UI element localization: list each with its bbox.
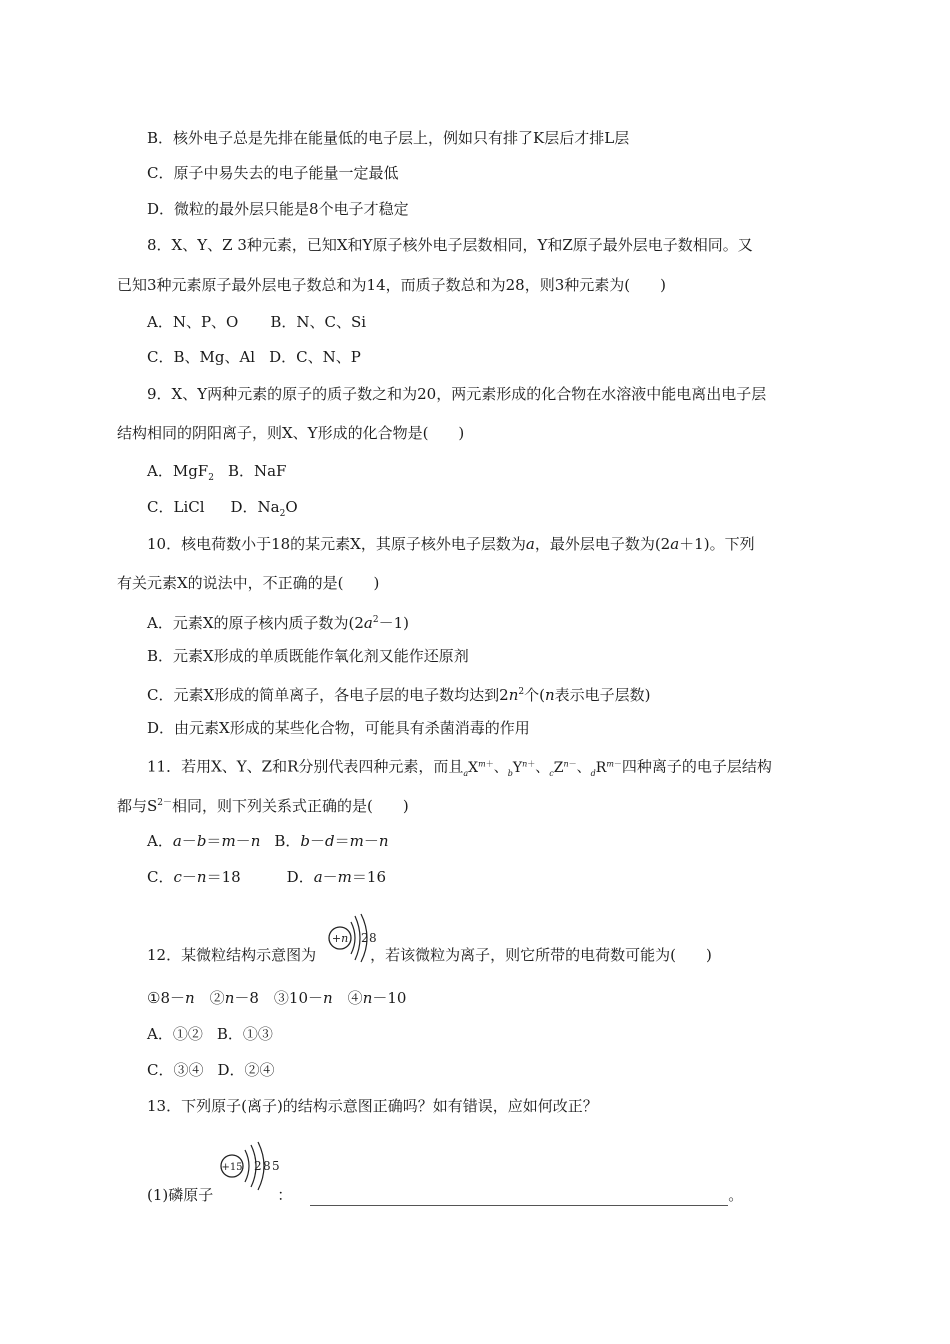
q12-options-ab [147, 1023, 273, 1045]
q8-option-b: B．N、C、Si [270, 313, 367, 331]
q10-option-b: B．元素X形成的单质既能作氧化剂又能作还原剂 [147, 647, 469, 665]
q9-options-cd [147, 496, 298, 525]
q12-option-c: C．③④ [147, 1061, 204, 1079]
q11-stem-line2: 都与$S^{2-}$相同，则下列关系式正确的是( ) [117, 797, 409, 815]
q7-option-d: D．微粒的最外层只能是8个电子才稳定 [147, 200, 409, 218]
q8-option-c: C．B、Mg、Al [147, 348, 256, 366]
q11-option-c: C．c－n＝18 [147, 868, 241, 886]
q12-option-d: D．②④ [217, 1061, 275, 1079]
q10-stem-line2: 有关元素X的说法中，不正确的是( ) [117, 574, 380, 592]
q12-option-b: B．①③ [216, 1025, 273, 1043]
q11-option-a: A．a－b＝m－n [147, 832, 261, 850]
q12-choices: ①8－n ②n－8 ③10－n ④n－10 [147, 989, 407, 1007]
q10-stem-line1: 10．核电荷数小于18的某元素X，其原子核外电子层数为a，最外层电子数为(2a＋1)。下列 [147, 535, 755, 553]
nucleus-label: +n [331, 932, 349, 945]
q9-option-c: C．LiCl [147, 498, 205, 516]
answer-blank[interactable] [310, 1191, 728, 1206]
q11-options-cd [147, 866, 386, 888]
q9-stem-line1: 9．X、Y两种元素的原子的质子数之和为20，两元素形成的化合物在水溶液中能电离出电子层 [147, 385, 767, 403]
shell-1-count: 2 [361, 931, 369, 945]
q10-option-c: C．元素X形成的简单离子，各电子层的电子数均达到$2n^2$个(n表示电子层数) [147, 686, 651, 704]
q11-option-b: B．b－d＝m－n [274, 832, 389, 850]
q11-stem-line1: 11．若用X、Y、Z和R分别代表四种元素，而且$_aX^{m+}$、$_bY^{n+}$、$_cZ^{n-}$、$_dR^{m-}$四种离子的电子层结构 [147, 757, 772, 778]
q8-stem-line2: 已知3种元素原子最外层电子数总和为14，而质子数总和为28，则3种元素为( ) [117, 276, 666, 294]
q9-stem-line2: 结构相同的阴阳离子，则X、Y形成的化合物是( ) [117, 424, 465, 442]
q12-stem: 12．某微粒结构示意图为 ，若该微粒为离子，则它所带的电荷数可能为( ) [147, 946, 712, 964]
q9-option-a: A．MgF$_2$ [147, 462, 214, 483]
shell-3-count: 5 [272, 1159, 280, 1173]
q13-item1-label: (1)磷原子 [147, 1186, 214, 1204]
q10-option-a: A．元素X的原子核内质子数为$(2a^2-1)$ [147, 614, 410, 632]
q8-options-ab [147, 311, 366, 333]
q9-options-ab [147, 460, 286, 489]
q11-options-ab [147, 830, 389, 852]
q7-option-c: C．原子中易失去的电子能量一定最低 [147, 164, 399, 182]
q12-atom-diagram-icon [327, 912, 387, 964]
shell-2-count: 8 [369, 931, 377, 945]
nucleus-label: +15 [221, 1162, 243, 1173]
shell-1-count: 2 [254, 1159, 262, 1173]
q7-option-b: B．核外电子总是先排在能量低的电子层上，例如只有排了K层后才排L层 [147, 129, 630, 147]
q13-stem: 13．下列原子(离子)的结构示意图正确吗？如有错误，应如何改正？ [147, 1097, 598, 1115]
q8-option-d: D．C、N、P [269, 348, 361, 366]
q9-option-b: B．NaF [227, 462, 287, 480]
q12-option-a: A．①② [147, 1025, 203, 1043]
q9-option-d: D．$Na_2O$ [230, 498, 298, 519]
ion-list: $_aX^{m+}$、$_bY^{n+}$、$_cZ^{n-}$、$_dR^{m-}$ [463, 759, 622, 778]
q11-option-d: D．a－m＝16 [286, 868, 386, 886]
q10-option-d: D．由元素X形成的某些化合物，可能具有杀菌消毒的作用 [147, 719, 530, 737]
q8-option-a: A．N、P、O [147, 313, 239, 331]
shell-2-count: 8 [263, 1159, 271, 1173]
q13-item1: (1)磷原子 ： 。 [147, 1186, 744, 1204]
q12-options-cd [147, 1059, 275, 1081]
q8-stem-line1: 8．X、Y、Z 3种元素，已知X和Y原子核外电子层数相同，Y和Z原子最外层电子数相同。又 [147, 236, 753, 254]
q8-options-cd [147, 346, 361, 368]
